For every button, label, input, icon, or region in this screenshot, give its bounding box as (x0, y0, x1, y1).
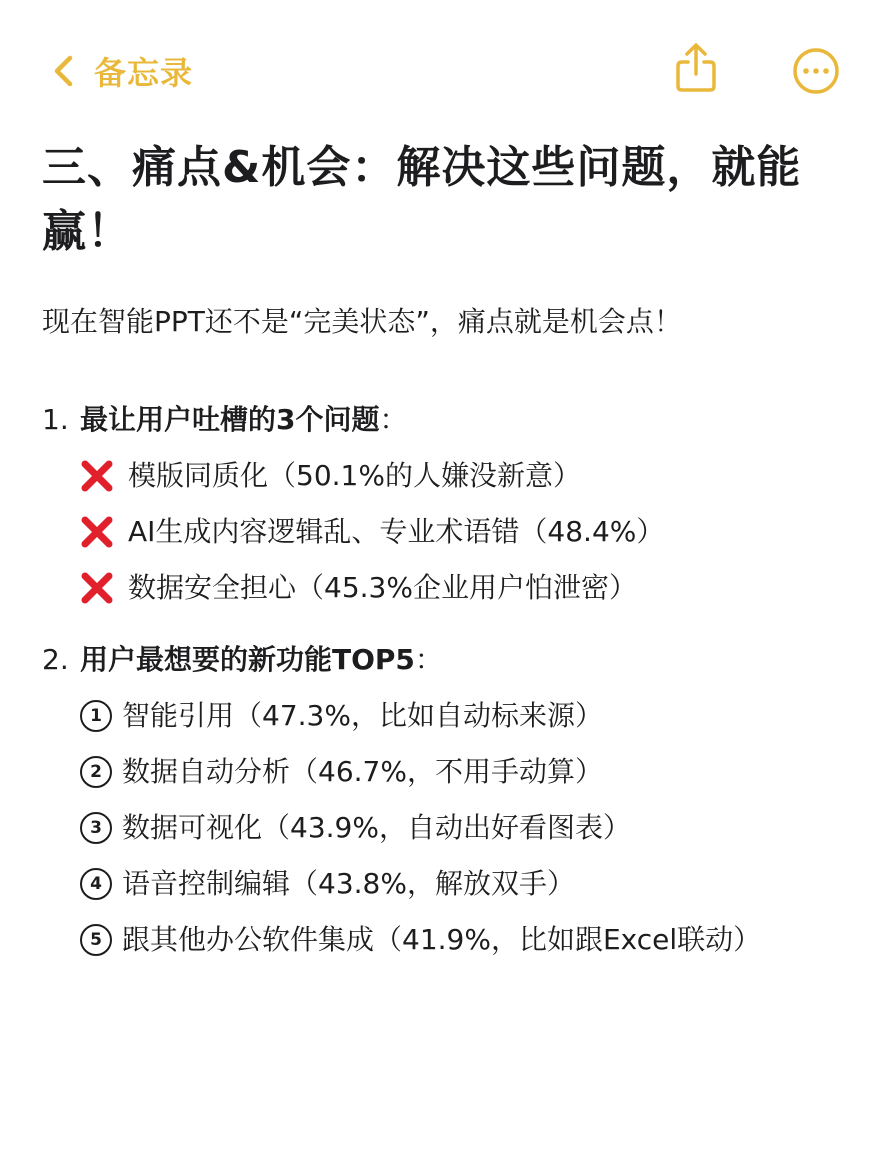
back-button-label: 备忘录 (94, 54, 194, 92)
list-item (42, 512, 842, 552)
note-title: 三、痛点&机会：解决这些问题，就能赢！ (42, 142, 802, 257)
list-item (42, 752, 842, 792)
more-options-button[interactable] (792, 47, 840, 95)
cross-mark-icon (80, 571, 114, 605)
section-top5-features (42, 640, 842, 960)
list-item-text: 语音控制编辑（43.8%，解放双手） (122, 867, 575, 900)
section-colon: ： (414, 643, 443, 676)
back-button[interactable] (46, 50, 193, 92)
list-number: 1. (42, 403, 69, 436)
section-title: 用户最想要的新功能TOP5 (80, 643, 415, 676)
list-number: 2. (42, 643, 69, 676)
list-item (42, 808, 842, 848)
section-heading (42, 400, 842, 440)
chevron-left-icon (46, 50, 82, 92)
list-item (42, 864, 842, 904)
section-complaints (42, 400, 842, 608)
circled-number-icon: 1 (80, 700, 112, 732)
list-item-text: 模版同质化（50.1%的人嫌没新意） (128, 459, 581, 492)
cross-mark-icon (80, 515, 114, 549)
circled-number-icon: 3 (80, 812, 112, 844)
circled-number-icon: 2 (80, 756, 112, 788)
note-intro: 现在智能PPT还不是“完美状态”，痛点就是机会点！ (42, 305, 682, 338)
list-item-text: 智能引用（47.3%，比如自动标来源） (122, 699, 603, 732)
circled-number-icon: 4 (80, 868, 112, 900)
list-item-text: 跟其他办公软件集成（41.9%，比如跟Excel联动） (122, 923, 762, 956)
list-item-text: 数据安全担心（45.3%企业用户怕泄密） (128, 571, 637, 604)
circled-number-icon: 5 (80, 924, 112, 956)
note-body[interactable] (42, 130, 842, 960)
list-item-text: 数据自动分析（46.7%，不用手动算） (122, 755, 603, 788)
list-item (42, 568, 842, 608)
section-title: 最让用户吐槽的3个问题 (80, 403, 380, 436)
list-item-text: 数据可视化（43.9%，自动出好看图表） (122, 811, 631, 844)
cross-mark-icon (80, 459, 114, 493)
list-item-text: AI生成内容逻辑乱、专业术语错（48.4%） (128, 515, 665, 548)
list-item (42, 456, 842, 496)
section-heading (42, 640, 842, 680)
section-colon: ： (379, 403, 408, 436)
share-icon (672, 42, 720, 94)
share-button[interactable] (672, 42, 720, 94)
list-item (42, 920, 842, 960)
list-item (42, 696, 842, 736)
navigation-bar (0, 0, 880, 140)
ellipsis-circle-icon (792, 47, 840, 95)
